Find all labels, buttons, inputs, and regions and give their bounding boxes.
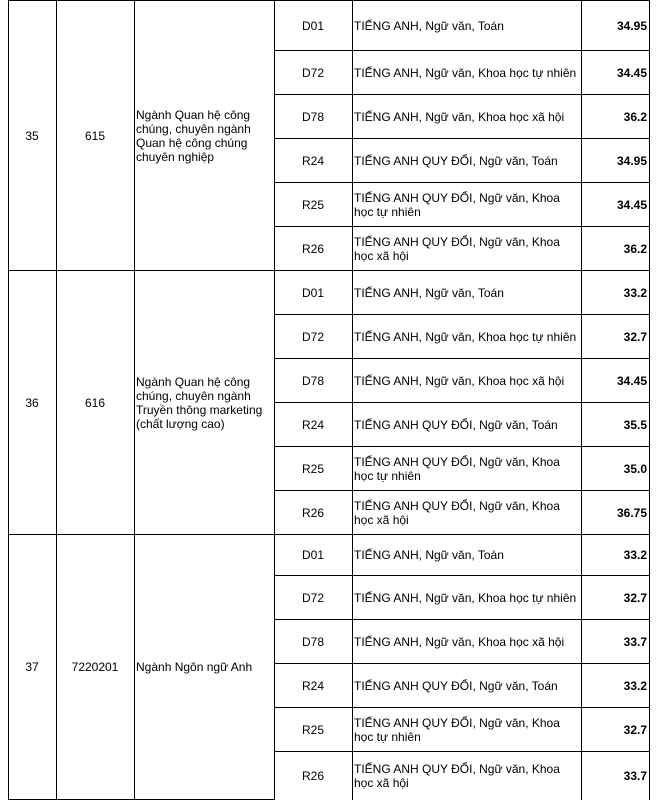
score-cell: 34.95	[582, 1, 650, 51]
row-number-cell: 36	[9, 271, 57, 535]
program-code-cell: 615	[57, 1, 135, 271]
combination-code-cell: R25	[275, 447, 353, 491]
combination-code-cell: R25	[275, 183, 353, 227]
score-cell: 36.2	[582, 227, 650, 271]
table-row	[9, 271, 650, 315]
combination-code-cell: R26	[275, 491, 353, 535]
score-cell: 33.7	[582, 752, 650, 800]
subjects-cell: TIẾNG ANH, Ngữ văn, Khoa học xã hội	[353, 359, 582, 403]
program-code-cell: 616	[57, 271, 135, 535]
combination-code-cell: D01	[275, 271, 353, 315]
score-cell: 33.2	[582, 664, 650, 708]
score-cell: 34.95	[582, 139, 650, 183]
table-row	[9, 1, 650, 51]
admission-scores-table	[8, 0, 650, 800]
subjects-cell: TIẾNG ANH QUY ĐỔI, Ngữ văn, Toán	[353, 139, 582, 183]
score-cell: 33.2	[582, 271, 650, 315]
score-cell: 35.0	[582, 447, 650, 491]
combination-code-cell: R24	[275, 139, 353, 183]
subjects-cell: TIẾNG ANH, Ngữ văn, Khoa học tự nhiên	[353, 315, 582, 359]
combination-code-cell: D78	[275, 359, 353, 403]
combination-code-cell: R24	[275, 403, 353, 447]
combination-code-cell: D01	[275, 535, 353, 576]
subjects-cell: TIẾNG ANH, Ngữ văn, Toán	[353, 535, 582, 576]
program-name-cell: Ngành Ngôn ngữ Anh	[135, 535, 275, 800]
program-name-cell: Ngành Quan hệ công chúng, chuyên ngành Truyền thông marketing (chất lượng cao)	[135, 271, 275, 535]
combination-code-cell: R26	[275, 227, 353, 271]
score-cell: 34.45	[582, 183, 650, 227]
score-cell: 33.7	[582, 620, 650, 664]
score-cell: 32.7	[582, 576, 650, 620]
subjects-cell: TIẾNG ANH QUY ĐỔI, Ngữ văn, Khoa học xã hội	[353, 227, 582, 271]
row-number-cell: 35	[9, 1, 57, 271]
table-row	[9, 535, 650, 576]
combination-code-cell: D01	[275, 1, 353, 51]
subjects-cell: TIẾNG ANH, Ngữ văn, Khoa học xã hội	[353, 95, 582, 139]
subjects-cell: TIẾNG ANH, Ngữ văn, Toán	[353, 271, 582, 315]
combination-code-cell: R26	[275, 752, 353, 800]
subjects-cell: TIẾNG ANH, Ngữ văn, Toán	[353, 1, 582, 51]
subjects-cell: TIẾNG ANH, Ngữ văn, Khoa học xã hội	[353, 620, 582, 664]
combination-code-cell: R24	[275, 664, 353, 708]
score-cell: 36.75	[582, 491, 650, 535]
score-cell: 33.2	[582, 535, 650, 576]
score-cell: 34.45	[582, 51, 650, 95]
score-cell: 35.5	[582, 403, 650, 447]
program-code-cell: 7220201	[57, 535, 135, 800]
subjects-cell: TIẾNG ANH QUY ĐỔI, Ngữ văn, Khoa học tự nhiên	[353, 447, 582, 491]
subjects-cell: TIẾNG ANH QUY ĐỔI, Ngữ văn, Khoa học tự nhiên	[353, 183, 582, 227]
combination-code-cell: D78	[275, 620, 353, 664]
combination-code-cell: D72	[275, 315, 353, 359]
score-cell: 34.45	[582, 359, 650, 403]
score-cell: 36.2	[582, 95, 650, 139]
row-number-cell: 37	[9, 535, 57, 800]
score-cell: 32.7	[582, 708, 650, 752]
subjects-cell: TIẾNG ANH, Ngữ văn, Khoa học tự nhiên	[353, 576, 582, 620]
combination-code-cell: R25	[275, 708, 353, 752]
subjects-cell: TIẾNG ANH QUY ĐỔI, Ngữ văn, Khoa học xã hội	[353, 491, 582, 535]
table-body	[9, 1, 650, 800]
combination-code-cell: D78	[275, 95, 353, 139]
subjects-cell: TIẾNG ANH QUY ĐỔI, Ngữ văn, Toán	[353, 403, 582, 447]
combination-code-cell: D72	[275, 51, 353, 95]
subjects-cell: TIẾNG ANH QUY ĐỔI, Ngữ văn, Toán	[353, 664, 582, 708]
program-name-cell: Ngành Quan hệ công chúng, chuyên ngành Quan hệ công chúng chuyên nghiệp	[135, 1, 275, 271]
combination-code-cell: D72	[275, 576, 353, 620]
score-cell: 32.7	[582, 315, 650, 359]
subjects-cell: TIẾNG ANH, Ngữ văn, Khoa học tự nhiên	[353, 51, 582, 95]
subjects-cell: TIẾNG ANH QUY ĐỔI, Ngữ văn, Khoa học tự nhiên	[353, 708, 582, 752]
subjects-cell: TIẾNG ANH QUY ĐỔI, Ngữ văn, Khoa học xã hội	[353, 752, 582, 800]
